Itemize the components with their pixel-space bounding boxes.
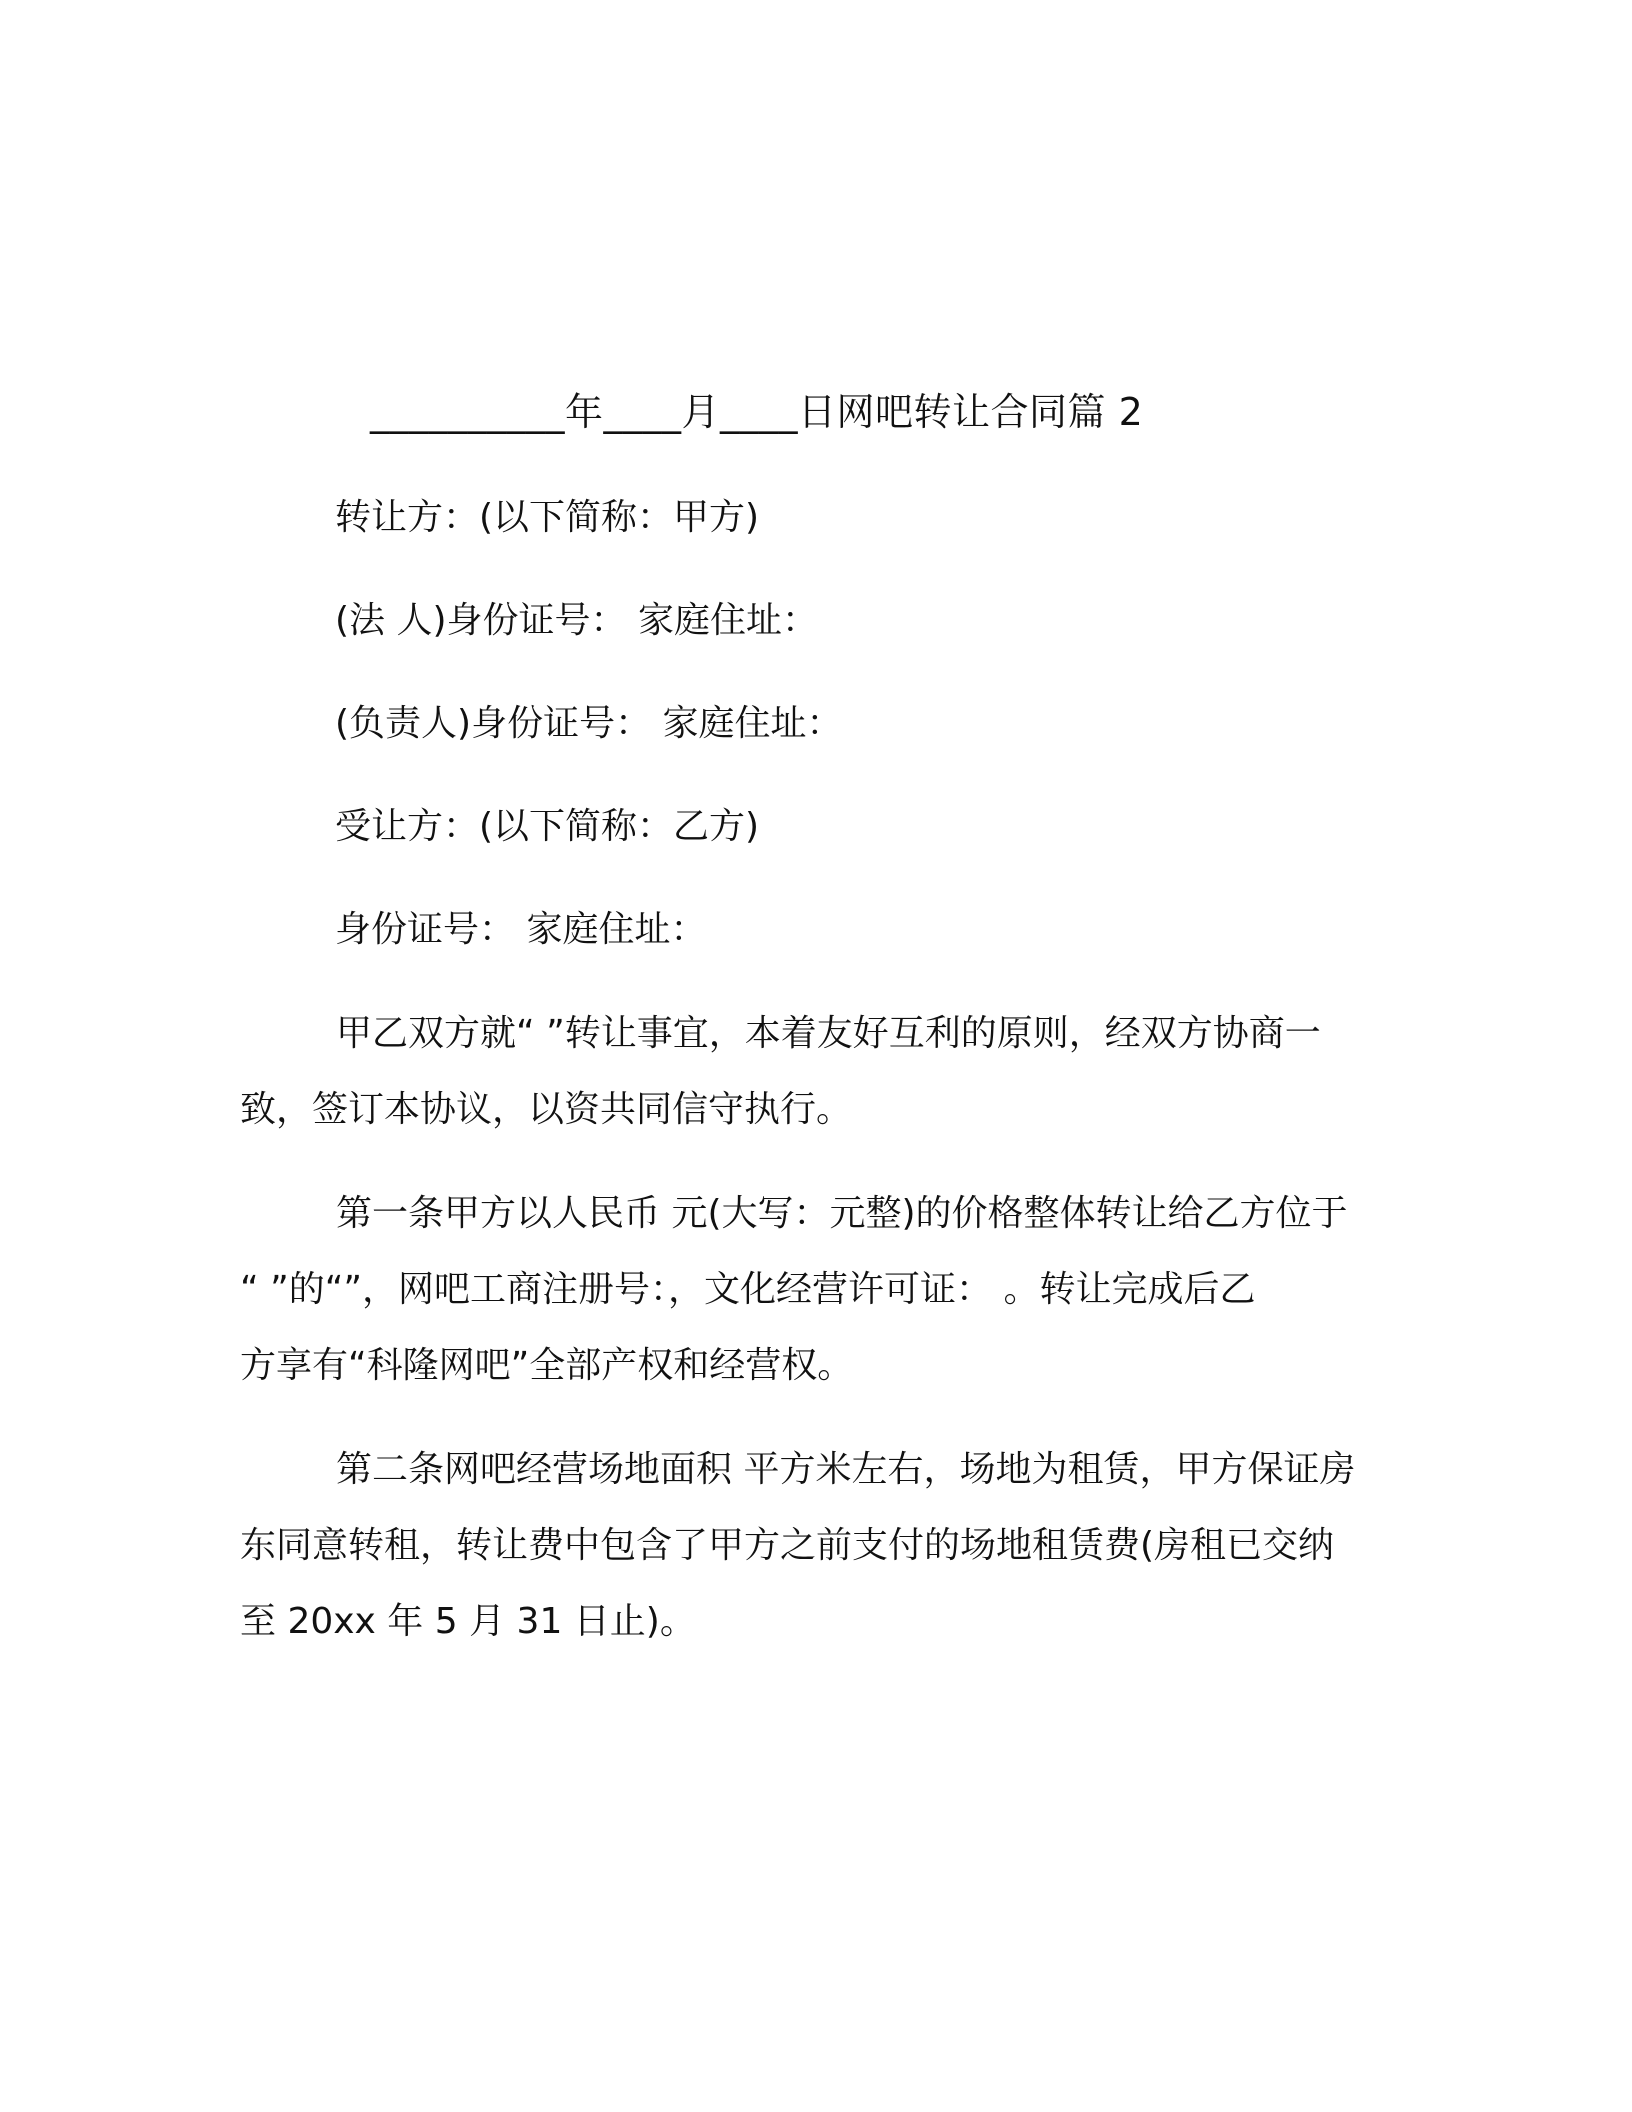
article-two-paragraph — [240, 1432, 1390, 1660]
paragraph-line: 第一条甲方以人民币 元(大写：元整)的价格整体转让给乙方位于 — [336, 1193, 1348, 1234]
responsible-person-id-line: (负责人)身份证号： 家庭住址： — [335, 703, 843, 744]
paragraph-line: 至 20xx 年 5 月 31 日止)。 — [240, 1601, 696, 1642]
transferee-line: 受让方：(以下简称：乙方) — [335, 806, 760, 847]
paragraph-line: 东同意转租，转让费中包含了甲方之前支付的场地租赁费(房租已交纳 — [240, 1525, 1335, 1566]
paragraph-line: 甲乙双方就“ ”转让事宜，本着友好互利的原则，经双方协商一 — [336, 1013, 1321, 1054]
paragraph-line: 第二条网吧经营场地面积 平方米左右，场地为租赁，甲方保证房 — [336, 1449, 1356, 1490]
document-title: __________年____月____日网吧转让合同篇 2 — [370, 390, 1144, 434]
paragraph-line: 致，签订本协议，以资共同信守执行。 — [240, 1089, 853, 1130]
paragraph-line: “ ”的“”，网吧工商注册号：，文化经营许可证： 。转让完成后乙 — [240, 1269, 1256, 1310]
intro-paragraph — [240, 996, 1390, 1148]
article-one-paragraph — [240, 1176, 1390, 1404]
legal-person-id-line: (法 人)身份证号： 家庭住址： — [335, 600, 818, 641]
paragraph-line: 方享有“科隆网吧”全部产权和经营权。 — [240, 1345, 854, 1386]
transferee-id-line: 身份证号： 家庭住址： — [335, 909, 707, 950]
transferor-line: 转让方：(以下简称：甲方) — [335, 497, 760, 538]
